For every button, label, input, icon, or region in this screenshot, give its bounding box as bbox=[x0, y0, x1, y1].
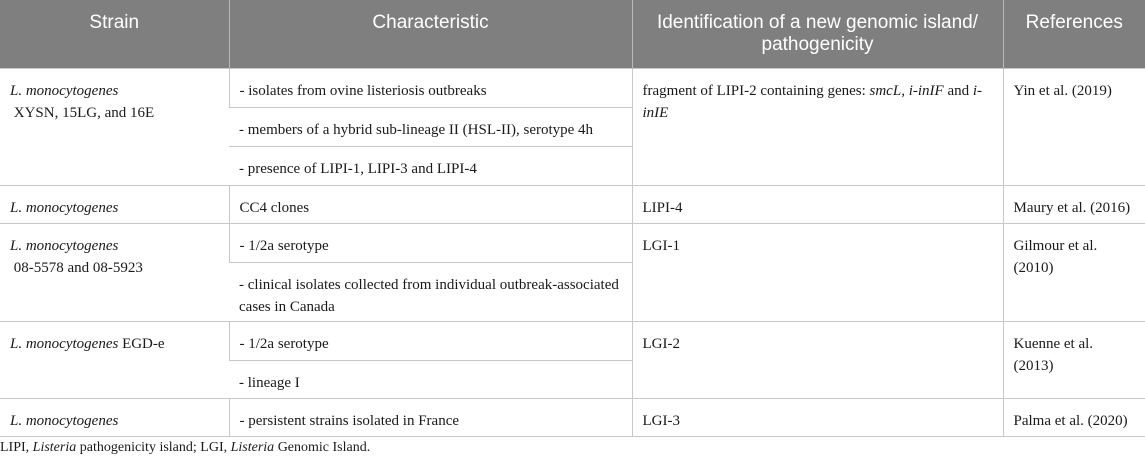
identification-cell: LGI-2 bbox=[632, 321, 1003, 398]
strain-cell: L. monocytogenes bbox=[0, 185, 229, 223]
identification-cell: fragment of LIPI-2 containing genes: smcL, i-inIF and i-inIE bbox=[632, 68, 1003, 185]
characteristic-cell: - persistent strains isolated in France bbox=[229, 398, 632, 436]
characteristic-cell: - lineage I bbox=[229, 360, 632, 398]
characteristic-cell: - clinical isolates collected from individual outbreak-associated cases in Canada bbox=[229, 262, 632, 321]
characteristic-cell: - isolates from ovine listeriosis outbreaks bbox=[229, 68, 632, 107]
table-row bbox=[0, 185, 1145, 223]
table-row bbox=[0, 398, 1145, 436]
characteristic-cell: - presence of LIPI-1, LIPI-3 and LIPI-4 bbox=[229, 146, 632, 185]
strain-cell: L. monocytogenes EGD-e bbox=[0, 321, 229, 398]
reference-cell: Kuenne et al. (2013) bbox=[1003, 321, 1145, 398]
identification-cell: LGI-3 bbox=[632, 398, 1003, 436]
header-strain: Strain bbox=[0, 0, 229, 68]
table-body bbox=[0, 68, 1145, 436]
table-row bbox=[0, 223, 1145, 262]
characteristic-cell: CC4 clones bbox=[229, 185, 632, 223]
header-characteristic: Characteristic bbox=[229, 0, 632, 68]
reference-cell: Maury et al. (2016) bbox=[1003, 185, 1145, 223]
strain-cell: L. monocytogenes XYSN, 15LG, and 16E bbox=[0, 68, 229, 185]
characteristic-cell: - members of a hybrid sub-lineage II (HSL-II), serotype 4h bbox=[229, 107, 632, 146]
strain-cell: L. monocytogenes 08-5578 and 08-5923 bbox=[0, 223, 229, 321]
identification-cell: LIPI-4 bbox=[632, 185, 1003, 223]
reference-cell: Yin et al. (2019) bbox=[1003, 68, 1145, 185]
characteristic-cell: - 1/2a serotype bbox=[229, 321, 632, 360]
table-header bbox=[0, 0, 1145, 68]
table-footnote: LIPI, Listeria pathogenicity island; LGI, Listeria Genomic Island. bbox=[0, 440, 371, 455]
header-row bbox=[0, 0, 1145, 68]
header-identification: Identification of a new genomic island/ pathogenicity bbox=[632, 0, 1003, 68]
reference-cell: Gilmour et al. (2010) bbox=[1003, 223, 1145, 321]
reference-cell: Palma et al. (2020) bbox=[1003, 398, 1145, 436]
strain-cell: L. monocytogenes bbox=[0, 398, 229, 436]
table-row bbox=[0, 321, 1145, 360]
header-references: References bbox=[1003, 0, 1145, 68]
identification-cell: LGI-1 bbox=[632, 223, 1003, 321]
table-row bbox=[0, 68, 1145, 107]
characteristic-cell: - 1/2a serotype bbox=[229, 223, 632, 262]
